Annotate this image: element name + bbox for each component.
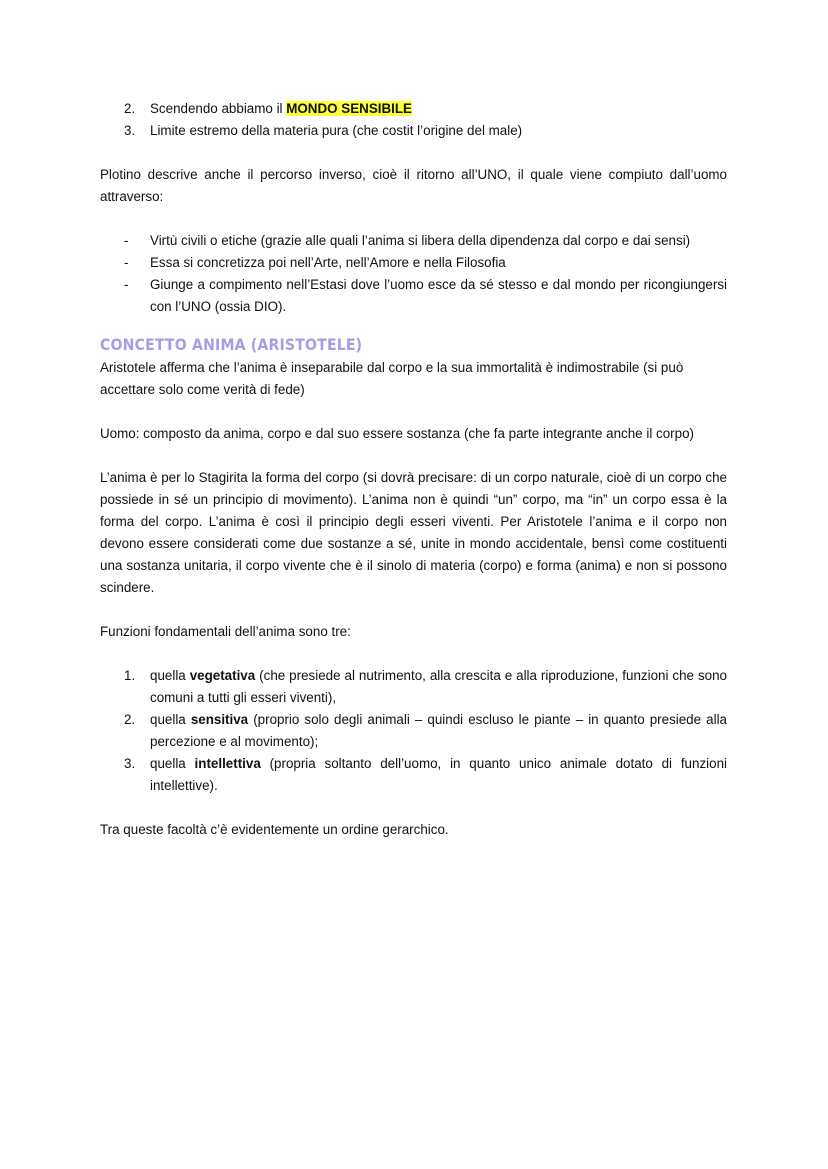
list-item bbox=[100, 274, 727, 318]
ordine-paragraph: Tra queste facoltà c’è evidentemente un ordine gerarchico. bbox=[100, 822, 449, 837]
highlighted-term: MONDO SENSIBILE bbox=[286, 101, 412, 116]
top-numbered-list bbox=[100, 98, 727, 142]
list-dash: - bbox=[124, 255, 129, 270]
dash-list bbox=[100, 230, 727, 318]
aristotele-paragraph: Aristotele afferma che l’anima è inseparabile dal corpo e la sua immortalità è indimostrabile (si può accettare solo come verità di fede) bbox=[100, 360, 684, 397]
stagirita-paragraph: L’anima è per lo Stagirita la forma del corpo (si dovrà precisare: di un corpo naturale, cioè di un corpo che possiede in sé un principio di movimento). L’anima non è quindi “un” corpo, ma “in” un corpo essa è la forma del corpo. L’anima è così il principio degli esseri viventi. Per Aristotele l’anima e il corpo non devono essere considerati come due sostanze a sé, unite in mondo accidentale, bensì come costituenti una sostanza unitaria, il corpo vivente che è il sinolo di materia (corpo) e forma (anima) e non si possono scindere. bbox=[100, 470, 727, 595]
list-number: 3. bbox=[124, 123, 136, 138]
uomo-paragraph: Uomo: composto da anima, corpo e dal suo essere sostanza (che fa parte integrante anche il corpo) bbox=[100, 426, 694, 441]
list-text: Giunge a compimento nell’Estasi dove l’uomo esce da sé stesso e dal mondo per ricongiungersi con l’UNO (ossia DIO). bbox=[150, 277, 727, 314]
list-dash: - bbox=[124, 233, 129, 248]
list-text: Scendendo abbiamo il bbox=[150, 101, 287, 116]
list-number: 3. bbox=[124, 756, 136, 771]
list-item: 1. quella vegetativa (che presiede al nutrimento, alla crescita e alla riproduzione, funzioni che sono comuni a tutti gli esseri viventi), bbox=[100, 665, 727, 709]
list-item: 3. quella intellettiva (propria soltanto dell’uomo, in quanto unico animale dotato di funzioni intellettive). bbox=[100, 753, 727, 797]
section-heading: CONCETTO ANIMA (ARISTOTELE) bbox=[100, 335, 363, 354]
list-number: 2. bbox=[124, 712, 136, 727]
list-number: 1. bbox=[124, 668, 136, 683]
list-number: 2. bbox=[124, 101, 136, 116]
function-term: sensitiva bbox=[190, 712, 249, 727]
list-item bbox=[100, 98, 727, 120]
list-item bbox=[100, 230, 727, 252]
function-term: intellettiva bbox=[194, 756, 261, 771]
document-page bbox=[100, 98, 727, 841]
list-item bbox=[100, 120, 727, 142]
funzioni-paragraph: Funzioni fondamentali dell’anima sono tre: bbox=[100, 624, 351, 639]
list-dash: - bbox=[124, 277, 129, 292]
list-text: Virtù civili o etiche (grazie alle quali l’anima si libera della dipendenza dal corpo e dai sensi) bbox=[150, 233, 691, 248]
functions-list bbox=[100, 665, 727, 797]
list-item bbox=[100, 252, 727, 274]
list-item: 2. quella sensitiva (proprio solo degli animali – quindi escluso le piante – in quanto presiede alla percezione e al movimento); bbox=[100, 709, 727, 753]
plotino-intro-paragraph: Plotino descrive anche il percorso inverso, cioè il ritorno all’UNO, il quale viene compiuto dall’uomo attraverso: bbox=[100, 167, 727, 204]
function-term: vegetativa bbox=[189, 668, 256, 683]
list-text: Essa si concretizza poi nell’Arte, nell’Amore e nella Filosofia bbox=[150, 255, 506, 270]
list-text: Limite estremo della materia pura (che costit l’origine del male) bbox=[150, 123, 523, 138]
